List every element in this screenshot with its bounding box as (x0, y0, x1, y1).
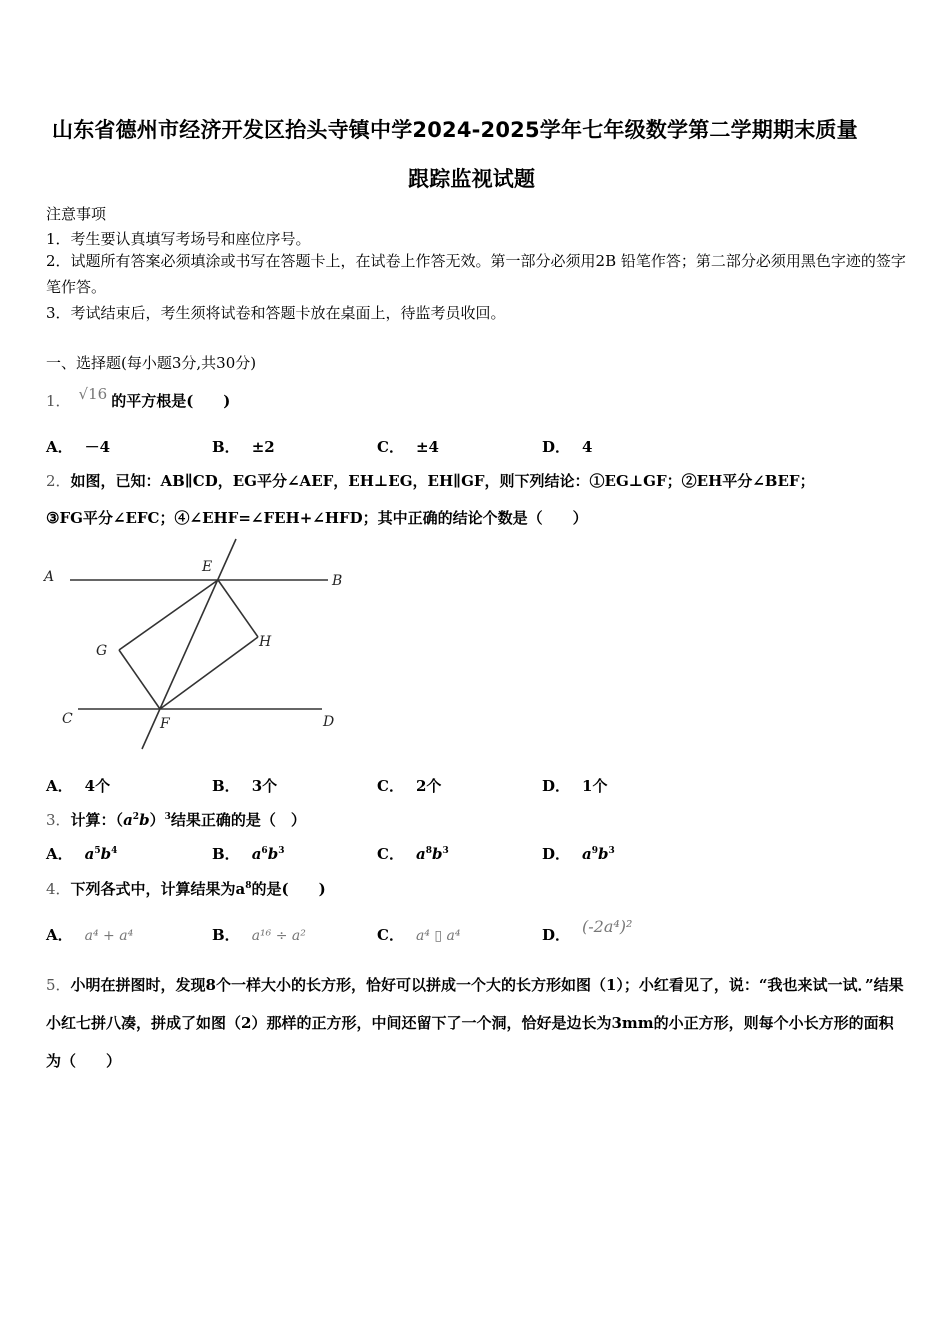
q2-option-c[interactable]: C． 2个 (377, 777, 442, 795)
q1-option-a[interactable]: A． －4 (46, 438, 111, 456)
q1-option-d[interactable]: D． 4 (542, 438, 593, 456)
question-number: 2． (46, 472, 71, 490)
label-d: D (323, 714, 335, 730)
page-title-line1: 山东省德州市经济开发区抬头寺镇中学2024-2025学年七年级数学第二学期期末质量 (52, 118, 858, 142)
q1-option-c[interactable]: C． ±4 (377, 438, 439, 456)
geometry-figure (40, 535, 360, 755)
segment-eh (218, 580, 258, 637)
notes-item-1: 1．考生要认真填写考场号和座位序号。 (46, 230, 311, 248)
q4-option-d[interactable]: D． (-2a⁴)² (542, 917, 633, 944)
q4-option-c[interactable]: C． a⁴ ▯ a⁴ (377, 926, 461, 944)
label-c: C (62, 711, 73, 727)
question-1 (46, 385, 231, 411)
q2-option-d[interactable]: D． 1个 (542, 777, 608, 795)
question-2-line1: 2．如图，已知：AB∥CD，EG平分∠AEF，EH⊥EG，EH∥GF，则下列结论：①EG⊥GF；②EH平分∠BEF； (46, 472, 815, 490)
question-4: 4．下列各式中，计算结果为$a^8$的是( ) (46, 880, 326, 898)
q3-option-c[interactable]: C． $a^8b^3$ (377, 845, 449, 863)
question-3: 3．计算：$(a^2b)^3$结果正确的是（ ） (46, 811, 306, 829)
label-h: H (259, 634, 272, 650)
label-a: A (44, 569, 55, 585)
label-f: F (160, 716, 170, 732)
page-title-line2: 跟踪监视试题 (408, 167, 536, 191)
label-g: G (96, 643, 108, 659)
segment-gf (119, 650, 160, 709)
segment-hf (160, 637, 258, 709)
q3-option-d[interactable]: D． $a^9b^3$ (542, 845, 615, 863)
q1-option-b[interactable]: B． ±2 (212, 438, 275, 456)
question-5: 5．小明在拼图时，发现8个一样大小的长方形，恰好可以拼成一个大的长方形如图（1）；小红看见了，说：“我也来试一试．”结果小红七拼八凑，拼成了如图（2）那样的正方形，中间还留下了一个洞，恰好是边长为3mm的小正方形，则每个小长方形的面积为（ ） (46, 976, 904, 1070)
question-2-line2: ③FG平分∠EFC；④∠EHF=∠FEH+∠HFD；其中正确的结论个数是（ ） (46, 509, 588, 527)
question-stem: 的平方根是( ) (111, 392, 231, 410)
section-heading: 一、选择题(每小题3分,共30分) (46, 354, 257, 372)
q4-option-a[interactable]: A． a⁴ + a⁴ (46, 926, 134, 944)
label-e: E (202, 559, 213, 575)
notes-item-2: 2．试题所有答案必须填涂或书写在答题卡上，在试卷上作答无效。第一部分必须用2B 铅笔作答；第二部分必须用黑色字迹的签字笔作答。 (46, 252, 906, 296)
notes-heading: 注意事项 (46, 205, 107, 223)
q2-option-a[interactable]: A． 4个 (46, 777, 111, 795)
q3-option-a[interactable]: A． $a^5b^4$ (46, 845, 118, 863)
label-b: B (332, 573, 343, 589)
notes-item-3: 3．考试结束后，考生须将试卷和答题卡放在桌面上，待监考员收回。 (46, 304, 506, 322)
question-number: 1． (46, 392, 71, 410)
segment-eg (119, 580, 218, 650)
q3-option-b[interactable]: B． $a^6b^3$ (212, 845, 285, 863)
q2-option-b[interactable]: B． 3个 (212, 777, 278, 795)
transversal (142, 539, 236, 749)
radical-expression: √16 (78, 385, 108, 403)
q4-option-b[interactable]: B． a¹⁶ ÷ a² (212, 926, 306, 944)
